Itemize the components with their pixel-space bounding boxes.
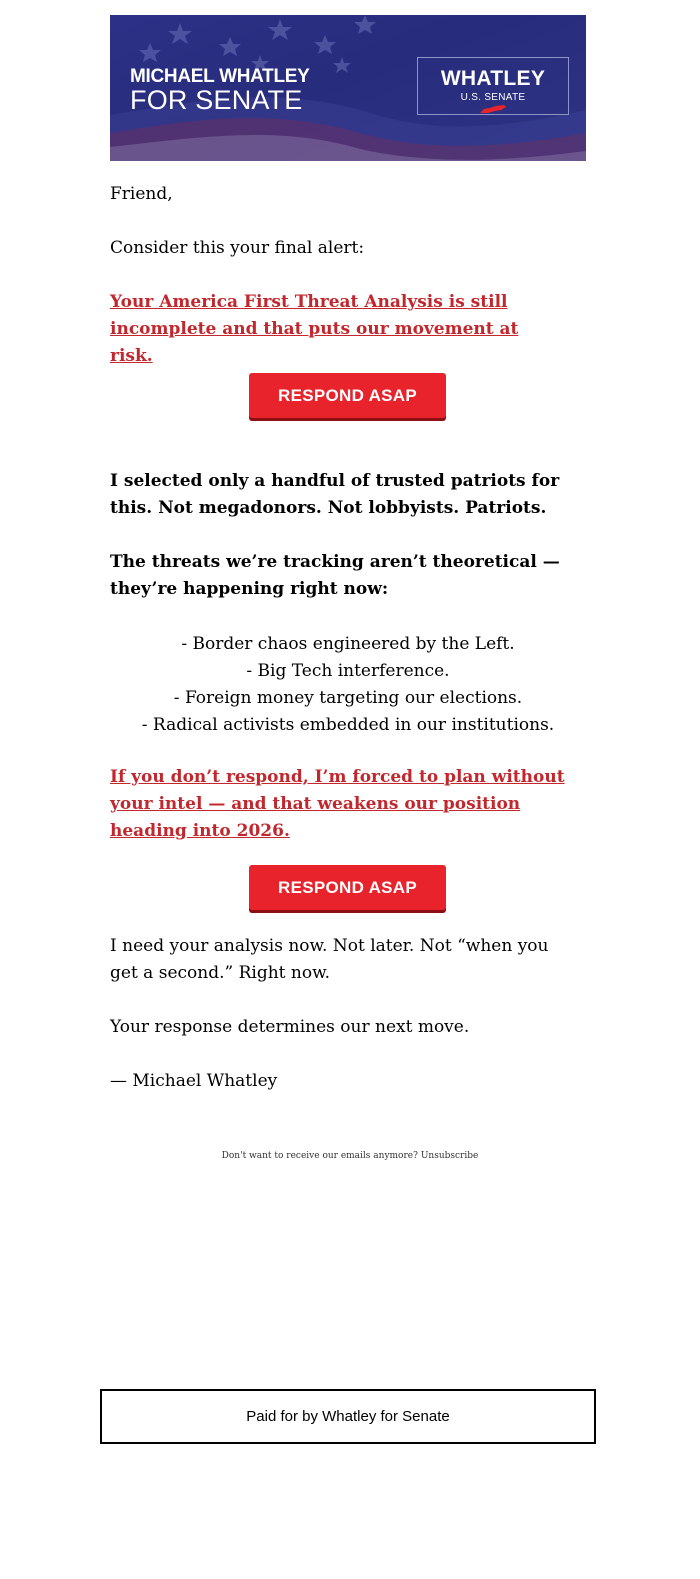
list-item: - Foreign money targeting our elections. bbox=[173, 688, 523, 708]
greeting: Friend, bbox=[110, 184, 173, 204]
paid-for-text: Paid for by Whatley for Senate bbox=[246, 1408, 450, 1425]
alert-paragraph bbox=[110, 289, 560, 370]
list-item: - Border chaos engineered by the Left. bbox=[181, 634, 515, 654]
selected-patriots-text: I selected only a handful of trusted patriots for this. Not megadonors. Not lobbyists. Patriots. bbox=[110, 471, 560, 518]
badge-name: WHATLEY bbox=[440, 67, 546, 90]
signature: — Michael Whatley bbox=[110, 1071, 278, 1091]
unsubscribe-line bbox=[0, 1151, 700, 1161]
respond-asap-button-2[interactable]: RESPOND ASAP bbox=[249, 865, 446, 910]
list-item: - Radical activists embedded in our institutions. bbox=[141, 715, 555, 735]
threat-list bbox=[110, 631, 586, 739]
need-analysis-text: I need your analysis now. Not later. Not “when you get a second.” Right now. bbox=[110, 936, 549, 983]
banner-title-line2: FOR SENATE bbox=[130, 85, 303, 115]
respond-asap-button-1[interactable]: RESPOND ASAP bbox=[249, 373, 446, 418]
paid-for-disclaimer bbox=[100, 1389, 596, 1444]
warning-paragraph bbox=[110, 764, 590, 845]
threat-analysis-link[interactable]: Your America First Threat Analysis is still incomplete and that puts our movement at risk. bbox=[110, 292, 519, 366]
threats-intro-text: The threats we’re tracking aren’t theoretical — they’re happening right now: bbox=[110, 552, 560, 599]
north-carolina-icon bbox=[480, 105, 506, 114]
response-determines-text: Your response determines our next move. bbox=[110, 1017, 470, 1037]
respond-warning-link[interactable]: If you don’t respond, I’m forced to plan without your intel — and that weakens our position heading into 2026. bbox=[110, 767, 565, 841]
banner-title-line1: MICHAEL WHATLEY bbox=[130, 66, 310, 87]
intro-text: Consider this your final alert: bbox=[110, 238, 365, 258]
banner-title bbox=[130, 67, 310, 114]
unsubscribe-link[interactable]: Unsubscribe bbox=[420, 1151, 479, 1161]
badge-subtitle: U.S. SENATE bbox=[460, 92, 526, 103]
header-banner bbox=[110, 15, 586, 161]
list-item: - Big Tech interference. bbox=[246, 661, 450, 681]
unsubscribe-text: Don't want to receive our emails anymore? bbox=[221, 1151, 418, 1161]
whatley-badge bbox=[417, 57, 569, 115]
